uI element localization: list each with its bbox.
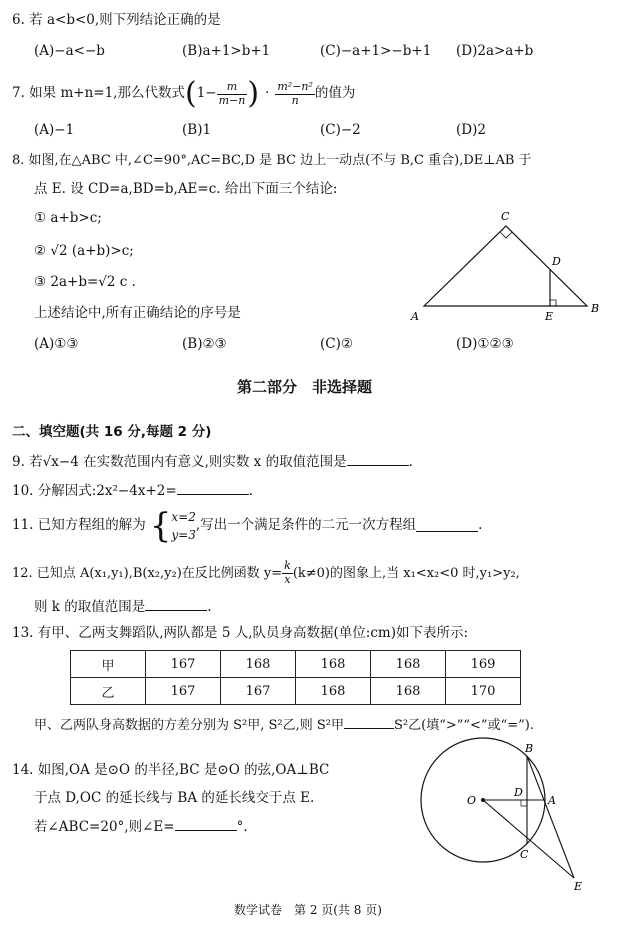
q6-option-b: (B)a+1>b+1 xyxy=(182,43,271,59)
q10-end: . xyxy=(248,483,253,499)
label-e: E xyxy=(574,880,583,893)
q11-eq-1: x=2 xyxy=(171,510,196,524)
team-cell: 甲 xyxy=(71,651,146,678)
label-b: B xyxy=(591,302,600,315)
q12-question: 则 k 的取值范围是 xyxy=(34,599,146,615)
q7-f2-denominator: n xyxy=(291,93,299,107)
q11-eq-2: y=3 xyxy=(171,528,196,542)
q8-line-1: 8. 如图,在△ABC 中,∠C=90°,AC=BC,D 是 BC 边上一动点(不与 B,C 重合),DE⊥AB 于 xyxy=(12,153,532,168)
q8-option-c: (C)② xyxy=(320,336,353,352)
table-cell: 168 xyxy=(296,651,371,678)
part2-title: 第二部分 非选择题 xyxy=(237,378,373,396)
q7-one-minus: 1− xyxy=(196,85,217,102)
q7-suffix: 的值为 xyxy=(314,85,356,102)
q13-tail-text-2: S²乙(填“>”“<”或“=”). xyxy=(394,718,534,733)
table-cell: 167 xyxy=(146,678,221,705)
q7-option-b: (B)1 xyxy=(182,122,212,138)
q14-question: 若∠ABC=20°,则∠E= xyxy=(34,819,175,835)
q10-text: 10. 分解因式:2x²−4x+2= xyxy=(12,483,177,499)
q12-k: k xyxy=(284,558,291,572)
section-2-title: 二、填空题(共 16 分,每题 2 分) xyxy=(12,424,212,440)
line-be xyxy=(527,756,574,878)
q7-prefix: 7. 如果 m+n=1,那么代数式 xyxy=(12,85,185,102)
q9-text: 9. 若√x−4 在实数范围内有意义,则实数 x 的取值范围是 xyxy=(12,454,347,470)
q11-end: . xyxy=(478,517,483,534)
team-cell: 乙 xyxy=(71,678,146,705)
q7-f1-numerator: m xyxy=(217,81,248,95)
q13-tail-text: 甲、乙两队身高数据的方差分别为 S²甲, S²乙,则 S²甲 xyxy=(34,718,345,733)
q7-left-paren: ( xyxy=(184,76,197,111)
q12-x: x xyxy=(284,572,291,586)
q8-option-b: (B)②③ xyxy=(182,336,227,352)
label-d: D xyxy=(514,786,523,799)
label-a: A xyxy=(411,310,419,323)
q8-question: 上述结论中,所有正确结论的序号是 xyxy=(34,305,241,321)
q6-option-d: (D)2a>a+b xyxy=(456,43,534,59)
table-cell: 168 xyxy=(296,678,371,705)
q7-option-c: (C)−2 xyxy=(320,122,361,138)
q11-text-2: ,写出一个满足条件的二元一次方程组 xyxy=(195,517,417,534)
q14-line-2: 于点 D,OC 的延长线与 BA 的延长线交于点 E. xyxy=(34,790,315,806)
q8-line-2: 点 E. 设 CD=a,BD=b,AE=c. 给出下面三个结论: xyxy=(34,181,338,197)
label-b: B xyxy=(525,742,534,755)
table-cell: 167 xyxy=(221,678,296,705)
label-c: C xyxy=(520,848,529,861)
q7-right-paren: ) xyxy=(247,76,260,111)
q7-dot: · xyxy=(265,85,270,102)
q13-stem: 13. 有甲、乙两支舞蹈队,两队都是 5 人,队员身高数据(单位:cm)如下表所示: xyxy=(12,625,469,641)
q12-text: 12. 已知点 A(x₁,y₁),B(x₂,y₂)在反比例函数 y= xyxy=(12,565,283,581)
label-e: E xyxy=(545,310,554,323)
q6-option-c: (C)−a+1>−b+1 xyxy=(320,43,432,59)
q8-option-a: (A)①③ xyxy=(34,336,79,352)
q7-f2-numerator: m²−n² xyxy=(277,79,313,93)
q7-f1-denominator: m−n xyxy=(218,93,246,107)
q11-brace: { xyxy=(149,506,172,546)
line-oe xyxy=(483,800,574,878)
label-d: D xyxy=(552,255,561,268)
table-cell: 170 xyxy=(446,678,521,705)
label-c: C xyxy=(501,210,510,223)
table-cell: 168 xyxy=(371,678,446,705)
table-cell: 167 xyxy=(146,651,221,678)
q8-statement-1: ① a+b>c; xyxy=(34,210,102,226)
right-angle-d xyxy=(521,800,527,806)
table-cell: 169 xyxy=(446,651,521,678)
q6-option-a: (A)−a<−b xyxy=(34,43,105,59)
q7-option-d: (D)2 xyxy=(456,122,486,138)
label-o: O xyxy=(467,794,477,807)
table-cell: 168 xyxy=(371,651,446,678)
q7-option-a: (A)−1 xyxy=(34,122,75,138)
label-a: A xyxy=(548,794,556,807)
q12-end: . xyxy=(207,599,212,615)
q12-text-2: (k≠0)的图象上,当 x₁<x₂<0 时,y₁>y₂, xyxy=(292,565,520,581)
q14-line-1: 14. 如图,OA 是⊙O 的半径,BC 是⊙O 的弦,OA⊥BC xyxy=(12,762,330,778)
q6-stem: 6. 若 a<b<0,则下列结论正确的是 xyxy=(12,12,221,28)
q14-end: °. xyxy=(236,819,248,835)
q8-option-d: (D)①②③ xyxy=(456,336,514,352)
q11-text: 11. 已知方程组的解为 xyxy=(12,517,146,534)
page-footer: 数学试卷 第 2 页(共 8 页) xyxy=(234,903,382,917)
table-cell: 168 xyxy=(221,651,296,678)
q8-statement-3: ③ 2a+b=√2 c . xyxy=(34,274,136,290)
q8-statement-2: ② √2 (a+b)>c; xyxy=(34,243,134,259)
q9-end: . xyxy=(408,454,413,470)
